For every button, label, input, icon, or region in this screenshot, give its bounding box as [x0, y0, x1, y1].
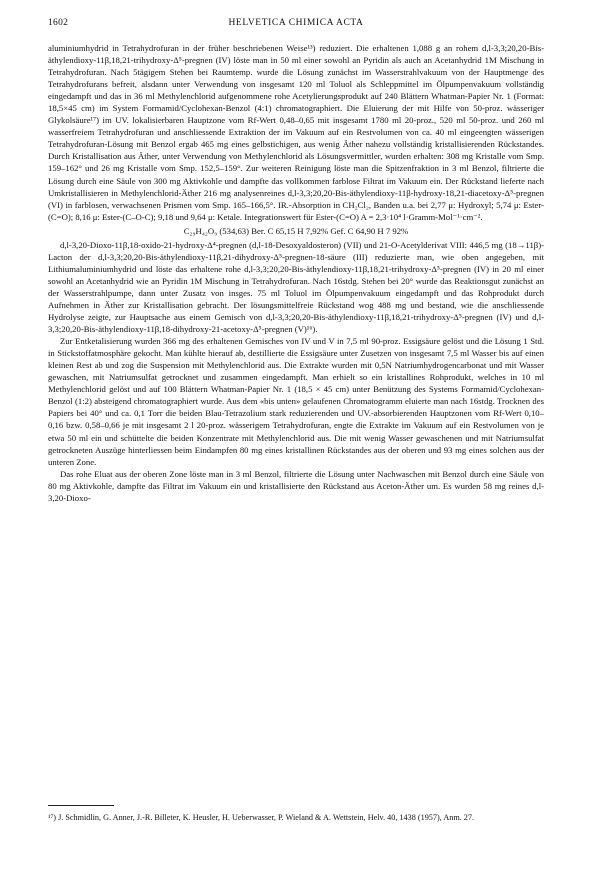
journal-title: HELVETICA CHIMICA ACTA — [228, 18, 364, 28]
paragraph-reduction: aluminiumhydrid in Tetrahydrofuran in der früher beschriebenen Weise¹³) reduziert. Die erhaltenen 1,088 g an rohem d,l-3,3;20,20-Bis-äthylendioxy-11β,18,21-trihydroxy-Δ⁵-pregnen (IV) löste man in 50 ml einer sowohl an Pyridin als auch an Acetanhydrid 1M Mischung in Tetrahydrofuran. Nach 5tägigem Stehen bei Raumtemp. wurde die Lösung zunächst im Wasserstrahlvakuum von der Hauptmenge des Tetrahydrofurans befreit, alsdann unter Verwendung von insgesamt 120 ml Toluol als Schleppmittel im Ölpumpenvakuum vollständig eingedampft und das in 36 ml Methylenchlorid aufgenommene rohe Acetylierungsprodukt auf 240 Blättern Whatman-Papier Nr. 1 (Format: 18,5×45 cm) im System Formamid/Cyclohexan-Benzol (4:1) chromatographiert. Die Eluierung der mit Hilfe von 50-proz. wässeriger Glykolsäure¹⁷) im UV. lokalisierbaren Hauptzone vom Rf-Wert 0,48–0,65 mit insgesamt 1780 ml 20-proz., 520 ml 50-proz. und 260 ml wasserfreiem Tetrahydrofuran und anschliessende Extraktion der im Vakuum auf ein Restvolumen von ca. 40 ml eingeengten wässerigen Tetrahydrofuran-Lösung mit Benzol ergab 465 mg eines gelbstichigen, aus wenig Äther nahezu vollständig kristallisierenden Rückstandes. Durch Kristallisation aus Äther, unter Verwendung von Methylenchlorid als Lösungsvermittler, wurden erhalten: 308 mg Kristalle vom Smp. 159–162° und 26 mg Kristalle vom Smp. 152,5–159°. Zur weiteren Reinigung löste man die Spitzenfraktion in 3 ml Benzol, filtrierte die Lösung durch eine Säule von 300 mg Aktivkohle und dampfte das vollkommen farblose Filtrat im Vakuum ein. Der Rückstand lieferte nach Umkristallisieren in Methylenchlorid-Äther 216 mg analysenreines d,l-3,3;20,20-Bis-äthylendioxy-11β-hydroxy-18,21-diacetoxy-Δ⁵-pregnen (VI) in farblosen, verwachsenen Prismen vom Smp. 165–166,5°. IR.-Absorption in CH₂Cl₂, Banden u.a. bei 2,77 μ: Hydroxyl; 5,74 μ: Ester-(C=O); 8,16 μ: Ester-(C–O-C); 9,18 und 9,64 μ: Ketale. Integrationswert für Ester-(C=O) A = 2,3·10⁴ l·Gramm-Mol⁻¹·cm⁻². — [48, 43, 544, 222]
elemental-analysis: C₂₉H₄₂O₉ (534,63) Ber. C 65,15 H 7,92% Gef. C 64,90 H 7 92% — [183, 225, 409, 236]
body-text — [48, 42, 544, 504]
paragraph-upper-zone: Das rohe Eluat aus der oberen Zone löste man in 3 ml Benzol, filtrierte die Lösung unter Nachwaschen mit Benzol durch eine Säule von 80 mg Aktivkohle, dampfte das Filtrat im Vakuum ein und kristallisierte den Rückstand aus Aceton-Äther um. Es wurden 58 mg reines d,l-3,20-Dioxo- — [48, 468, 544, 503]
footnote-17: ¹⁷) J. Schmidlin, G. Anner, J.-R. Billeter, K. Heusler, H. Ueberwasser, P. Wieland & A. Wettstein, Helv. 40, 1438 (1957), Anm. 27. — [48, 813, 475, 822]
running-header — [48, 18, 544, 32]
footnote — [48, 812, 544, 824]
footnote-divider — [48, 805, 114, 806]
paragraph-desoxyaldosterone: d,l-3,20-Dioxo-11β,18-oxido-21-hydroxy-Δ⁴-pregnen (d,l-18-Desoxyaldosteron) (VII) und 21-O-Acetylderivat VIII: 446,5 mg (18→11β)-Lacton der d,l-3,3;20,20-Bis-äthylendioxy-11β,21-dihydroxy-Δ⁵-pregnen-18-säure (III) reduzierte man, wie oben angegeben, mit Lithiumaluminiumhydrid und löste das erhaltene rohe d,l-3,3;20,20-Bis-äthylendioxy-11β,18,21-trihydroxy-Δ⁵-pregnen (IV) in 20 ml einer sowohl an Acetanhydrid wie an Pyridin 1M Mischung in Tetrahydrofuran. Nach 16stdg. Stehen bei 20° wurde das Reaktionsgut zunächst an der Wasserstrahlpumpe, dann unter Zusatz von insges. 75 ml Toluol im Ölpumpenvakuum eingedampft und das Rohprodukt durch Aufnehmen in Äther zur Kristallisation gebracht. Der lösungsmittelfreie Rückstand wog 488 mg und bestand, wie die anschliessende Hydrolyse zeigte, zur Hauptsache aus einem Gemisch von d,l-3,3;20,20-Bis-äthylendioxy-11β,18,21-trihydroxy-Δ⁵-pregnen (IV) und d,l-3,3;20,20-Bis-äthylendioxy-11β,18-dihydroxy-21-acetoxy-Δ⁵-pregnen (V)¹⁶). — [48, 239, 544, 335]
page-number: 1602 — [48, 18, 69, 28]
paragraph-deketalization: Zur Entketalisierung wurden 366 mg des erhaltenen Gemisches von IV und V in 7,5 ml 90-proz. Essigsäure gelöst und die Lösung 1 Std. in Stickstoffatmosphäre gekocht. Man kühlte hierauf ab, destillierte die Essigsäure unter Zusetzen von insgesamt 7,5 ml Wasser bis auf einen kleinen Rest ab und zog die Suspension mit Methylenchlorid aus. Die Extrakte wurden mit 0,5N Natriumhydrogencarbonat und mit Wasser gewaschen, mit Natriumsulfat getrocknet und zusammen eingedampft. Man erhielt so ein kristallines Rohprodukt, welches in 10 ml Methylenchlorid gelöst und auf 100 Blättern Whatman-Papier Nr. 1 (18,5 × 45 cm) unter Benützung des Systems Formamid/Cyclohexan-Benzol (1:2) absteigend chromatographiert wurde. Aus dem «bis unten» gelaufenen Chromatogramm eluierte man nach 16stdg. Trocknen des Papiers bei 40° und ca. 0,1 Torr die beiden Blau-Tetrazolium stark reduzierenden und UV.-absorbierenden Hauptzonen vom Rf-Wert 0,10–0,16 bzw. 0,58–0,66 je mit insgesamt 2 l 20-proz. wässerigem Tetrahydrofuran, engte die Extrakte im Vakuum auf ein Restvolumen von je etwa 50 ml ein und schüttelte die beiden Konzentrate mit Methylenchlorid aus. Die mit wenig Wasser gewaschenen und mit Natriumsulfat getrockneten Auszüge hinterliessen beim Eindampfen 80 mg eines kristallinen Rückstandes aus der oberen und 93 mg eines solchen aus der unteren Zone. — [48, 336, 544, 467]
